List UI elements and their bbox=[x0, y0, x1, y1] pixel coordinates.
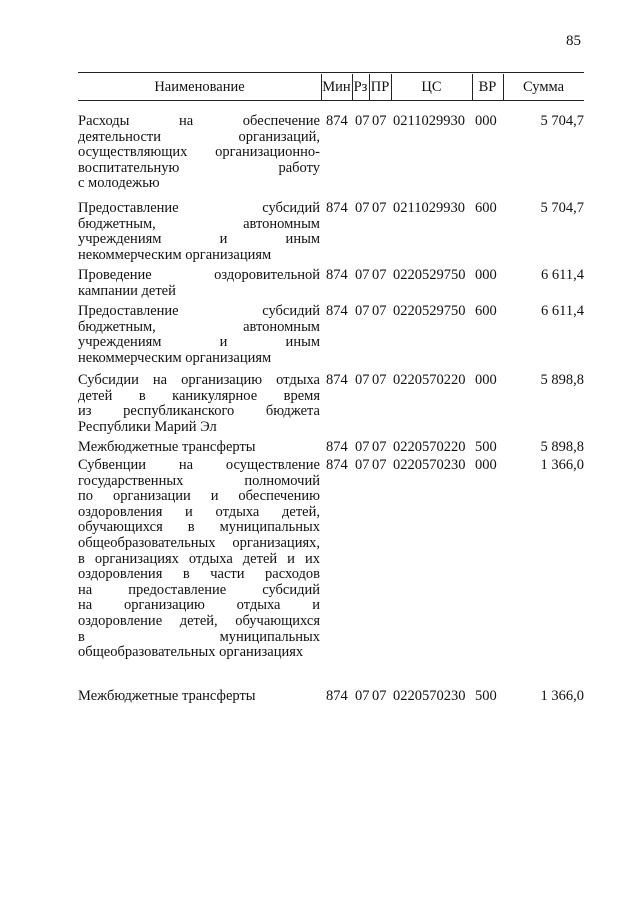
row-name-line: воспитательную работу bbox=[78, 159, 320, 176]
header-bottom-rule bbox=[78, 100, 584, 101]
row-name bbox=[78, 304, 320, 366]
row-cs: 0211029930 bbox=[393, 200, 465, 216]
row-vr: 600 bbox=[475, 200, 497, 216]
header-pr: ПР bbox=[370, 78, 390, 95]
row-vr: 500 bbox=[475, 439, 497, 455]
row-pr: 07 bbox=[372, 113, 387, 129]
row-cs: 0220570220 bbox=[393, 439, 466, 455]
row-min: 874 bbox=[326, 688, 348, 704]
row-name-line: Республики Марий Эл bbox=[78, 418, 217, 435]
row-sum: 6 611,4 bbox=[541, 303, 584, 319]
row-name-line: на организацию отдыха и bbox=[78, 597, 320, 614]
row-min: 874 bbox=[326, 267, 348, 283]
row-min: 874 bbox=[326, 303, 348, 319]
row-name bbox=[78, 689, 320, 705]
row-name-line: оздоровления и отдыха детей, bbox=[78, 503, 320, 520]
header-min: Мин bbox=[322, 78, 351, 95]
row-sum: 6 611,4 bbox=[541, 267, 584, 283]
row-rz: 07 bbox=[355, 372, 370, 388]
row-vr: 000 bbox=[475, 457, 497, 473]
row-pr: 07 bbox=[372, 200, 387, 216]
row-name-line: деятельности организаций, bbox=[78, 128, 320, 145]
row-pr: 07 bbox=[372, 688, 387, 704]
row-name-line: детей в каникулярное время bbox=[78, 387, 320, 404]
page-number: 85 bbox=[566, 33, 581, 49]
row-min: 874 bbox=[326, 372, 348, 388]
row-sum: 5 704,7 bbox=[540, 113, 584, 129]
row-name-line: оздоровление детей, обучающихся bbox=[78, 612, 320, 629]
row-pr: 07 bbox=[372, 372, 387, 388]
row-name-line: учреждениям и иным bbox=[78, 231, 320, 248]
row-min: 874 bbox=[326, 457, 348, 473]
row-sum: 1 366,0 bbox=[540, 457, 584, 473]
row-name bbox=[78, 201, 320, 263]
row-sum: 5 898,8 bbox=[540, 372, 584, 388]
row-rz: 07 bbox=[355, 439, 370, 455]
row-pr: 07 bbox=[372, 303, 387, 319]
row-name-line: осуществляющих организационно- bbox=[78, 144, 320, 161]
row-name-line: Предоставление субсидий bbox=[78, 303, 320, 319]
row-pr: 07 bbox=[372, 267, 387, 283]
row-name-line: по организации и обеспечению bbox=[78, 488, 320, 505]
row-name-line: некоммерческим организациям bbox=[78, 349, 272, 366]
row-name-line: из республиканского бюджета bbox=[78, 403, 320, 420]
row-rz: 07 bbox=[355, 267, 370, 283]
row-cs: 0220529750 bbox=[393, 303, 466, 319]
header-rz: Рз bbox=[353, 78, 368, 95]
header-name: Наименование bbox=[154, 78, 245, 95]
row-name-line: обучающихся в муниципальных bbox=[78, 519, 320, 536]
row-rz: 07 bbox=[355, 457, 370, 473]
row-name-line: бюджетным, автономным bbox=[78, 215, 320, 232]
row-cs: 0220570230 bbox=[393, 457, 466, 473]
row-name-line: на предоставление субсидий bbox=[78, 581, 320, 598]
row-vr: 000 bbox=[475, 113, 497, 129]
row-min: 874 bbox=[326, 113, 348, 129]
row-name-line: государственных полномочий bbox=[78, 472, 320, 489]
row-vr: 000 bbox=[475, 267, 497, 283]
row-name-line: в организациях отдыха детей и их bbox=[78, 550, 320, 567]
row-name-line: Проведение оздоровительной bbox=[78, 267, 320, 283]
row-vr: 000 bbox=[475, 372, 497, 388]
row-name bbox=[78, 458, 320, 661]
row-vr: 600 bbox=[475, 303, 497, 319]
row-rz: 07 bbox=[355, 200, 370, 216]
row-sum: 5 898,8 bbox=[540, 439, 584, 455]
row-cs: 0220570230 bbox=[393, 688, 466, 704]
row-name-line: оздоровления в части расходов bbox=[78, 566, 320, 583]
row-name-line: некоммерческим организациям bbox=[78, 246, 272, 263]
row-rz: 07 bbox=[355, 688, 370, 704]
row-name bbox=[78, 440, 320, 456]
row-name bbox=[78, 268, 320, 299]
row-name-line: бюджетным, автономным bbox=[78, 318, 320, 335]
row-name-line: Предоставление субсидий bbox=[78, 200, 320, 216]
row-pr: 07 bbox=[372, 457, 387, 473]
row-name bbox=[78, 373, 320, 435]
row-cs: 0211029930 bbox=[393, 113, 465, 129]
row-sum: 5 704,7 bbox=[540, 200, 584, 216]
row-sum: 1 366,0 bbox=[540, 688, 584, 704]
row-rz: 07 bbox=[355, 303, 370, 319]
row-cs: 0220570220 bbox=[393, 372, 466, 388]
row-rz: 07 bbox=[355, 113, 370, 129]
row-name bbox=[78, 114, 320, 192]
row-min: 874 bbox=[326, 439, 348, 455]
row-vr: 500 bbox=[475, 688, 497, 704]
row-cs: 0220529750 bbox=[393, 267, 466, 283]
row-name-line: кампании детей bbox=[78, 282, 176, 299]
header-sum: Сумма bbox=[522, 78, 565, 95]
row-name-line: общеобразовательных организациях, bbox=[78, 534, 320, 551]
row-name-line: Межбюджетные трансферты bbox=[78, 439, 256, 455]
row-name-line: Субсидии на организацию отдыха bbox=[78, 372, 320, 388]
row-name-line: Межбюджетные трансферты bbox=[78, 688, 256, 704]
header-vr: ВР bbox=[478, 78, 497, 95]
row-pr: 07 bbox=[372, 439, 387, 455]
header-top-rule bbox=[78, 72, 584, 73]
header-cs: ЦС bbox=[421, 78, 442, 95]
row-name-line: Расходы на обеспечение bbox=[78, 113, 320, 129]
row-name-line: учреждениям и иным bbox=[78, 334, 320, 351]
row-min: 874 bbox=[326, 200, 348, 216]
row-name-line: с молодежью bbox=[78, 175, 160, 192]
row-name-line: в муниципальных bbox=[78, 628, 320, 645]
row-name-line: общеобразовательных организациях bbox=[78, 644, 304, 661]
row-name-line: Субвенции на осуществление bbox=[78, 457, 320, 473]
